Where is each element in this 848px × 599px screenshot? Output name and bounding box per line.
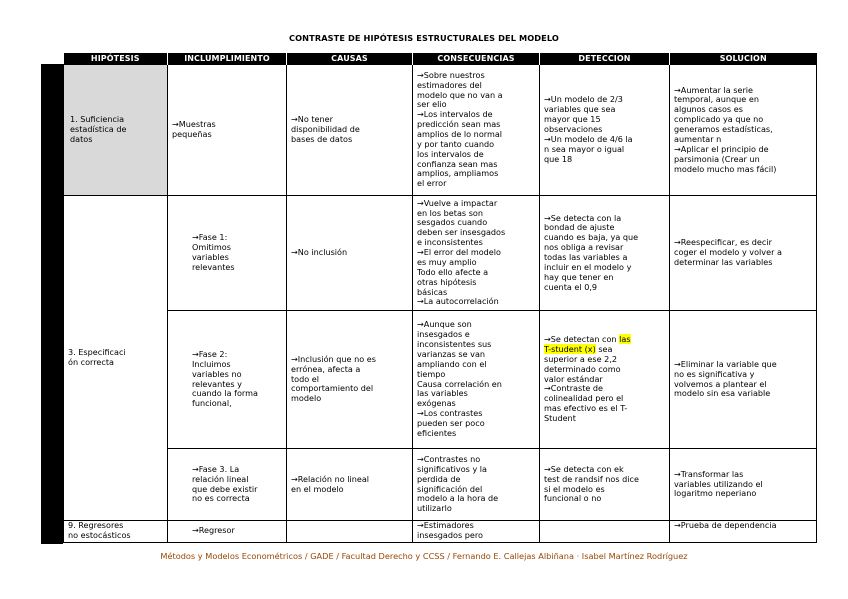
cell-causas bbox=[287, 521, 413, 543]
deteccion-text: →Se detectan con bbox=[544, 334, 620, 345]
footer-credits: Métodos y Modelos Econométricos / GADE / Facultad Derecho y CCSS / Fernando E. Callejas Albiñana · Isabel Martínez Rodríguez bbox=[160, 551, 688, 561]
cell-consecuencias: →Aunque son insesgados e inconsistentes sus varianzas se van ampliando con el tiempo Causa correlación en las variables exógenas →Los contrastes pueden ser poco eficientes bbox=[413, 311, 540, 449]
cell-deteccion: →Un modelo de 2/3 variables que sea mayor que 15 observaciones →Un modelo de 4/6 la n sea mayor o igual que 18 bbox=[540, 65, 670, 196]
header-hipotesis: HIPÓTESIS bbox=[64, 53, 168, 65]
table-row bbox=[64, 311, 817, 449]
header-causas: CAUSAS bbox=[287, 53, 413, 65]
cell-solucion: →Transformar las variables utilizando el logaritmo neperiano bbox=[670, 449, 817, 521]
cell-deteccion: →Se detecta con la bondad de ajuste cuando es baja, ya que nos obliga a revisar todas las variables a incluir en el modelo y hay que tener en cuenta el 0,9 bbox=[540, 196, 670, 311]
hypothesis-table bbox=[63, 53, 817, 543]
cell-deteccion bbox=[540, 311, 670, 449]
cell-causas: →No tener disponibilidad de bases de datos bbox=[287, 65, 413, 196]
cell-incumplimiento: →Fase 2: Incluimos variables no relevantes y cuando la forma funcional, bbox=[168, 311, 287, 449]
header-consecuencias: CONSECUENCIAS bbox=[413, 53, 540, 65]
cell-causas: →Inclusión que no es errónea, afecta a todo el comportamiento del modelo bbox=[287, 311, 413, 449]
cell-consecuencias: →Contrastes no significativos y la perdida de significación del modelo a la hora de utilizarlo bbox=[413, 449, 540, 521]
document-title: CONTRASTE DE HIPÓTESIS ESTRUCTURALES DEL MODELO bbox=[289, 33, 559, 43]
table-row bbox=[64, 449, 817, 521]
cell-solucion: →Prueba de dependencia bbox=[670, 521, 817, 543]
cell-incumplimiento: →Muestras pequeñas bbox=[168, 65, 287, 196]
cell-incumplimiento: →Fase 1: Omitimos variables relevantes bbox=[168, 196, 287, 311]
cell-solucion: →Reespecificar, es decir coger el modelo y volver a determinar las variables bbox=[670, 196, 817, 311]
cell-hipotesis: 3. Especificaci ón correcta bbox=[64, 196, 168, 521]
cell-solucion: →Eliminar la variable que no es significativa y volvemos a plantear el modelo sin esa variable bbox=[670, 311, 817, 449]
left-black-bar bbox=[41, 64, 63, 544]
cell-deteccion bbox=[540, 521, 670, 543]
highlighted-text: T-student (x) bbox=[544, 343, 596, 354]
table-row bbox=[64, 65, 817, 196]
header-solucion: SOLUCION bbox=[670, 53, 817, 65]
cell-causas: →No inclusión bbox=[287, 196, 413, 311]
cell-consecuencias: →Vuelve a impactar en los betas son sesgados cuando deben ser insesgados e inconsistentes →El error del modelo es muy amplio Todo ello afecte a otras hipótesis básicas →La autocorrelación bbox=[413, 196, 540, 311]
cell-incumplimiento: →Fase 3. La relación lineal que debe existir no es correcta bbox=[168, 449, 287, 521]
cell-consecuencias: →Estimadores insesgados pero bbox=[413, 521, 540, 543]
cell-deteccion: →Se detecta con ek test de randsif nos dice si el modelo es funcional o no bbox=[540, 449, 670, 521]
cell-consecuencias: →Sobre nuestros estimadores del modelo que no van a ser elio →Los intervalos de predicción sean mas amplios de lo normal y por tanto cuando los intervalos de confianza sean mas amplios, ampliamos el error bbox=[413, 65, 540, 196]
header-row bbox=[64, 53, 817, 65]
cell-incumplimiento: →Regresor bbox=[168, 521, 287, 543]
header-incumplimiento: INCLUMPLIMIENTO bbox=[168, 53, 287, 65]
cell-causas: →Relación no lineal en el modelo bbox=[287, 449, 413, 521]
header-deteccion: DETECCION bbox=[540, 53, 670, 65]
cell-solucion: →Aumentar la serie temporal, aunque en algunos casos es complicado ya que no generamos estadísticas, aumentar n →Aplicar el principio de parsimonia (Crear un modelo mucho mas fácil) bbox=[670, 65, 817, 196]
highlighted-text: las bbox=[619, 334, 631, 345]
deteccion-text: sea superior a ese 2,2 determinado como valor estándar →Contraste de colinealidad pero el mas efectivo es el T- Student bbox=[544, 343, 628, 423]
table-row bbox=[64, 196, 817, 311]
table-row bbox=[64, 521, 817, 543]
cell-hipotesis: 9. Regresores no estocásticos bbox=[64, 521, 168, 543]
cell-hipotesis: 1. Suficiencia estadística de datos bbox=[64, 65, 168, 196]
